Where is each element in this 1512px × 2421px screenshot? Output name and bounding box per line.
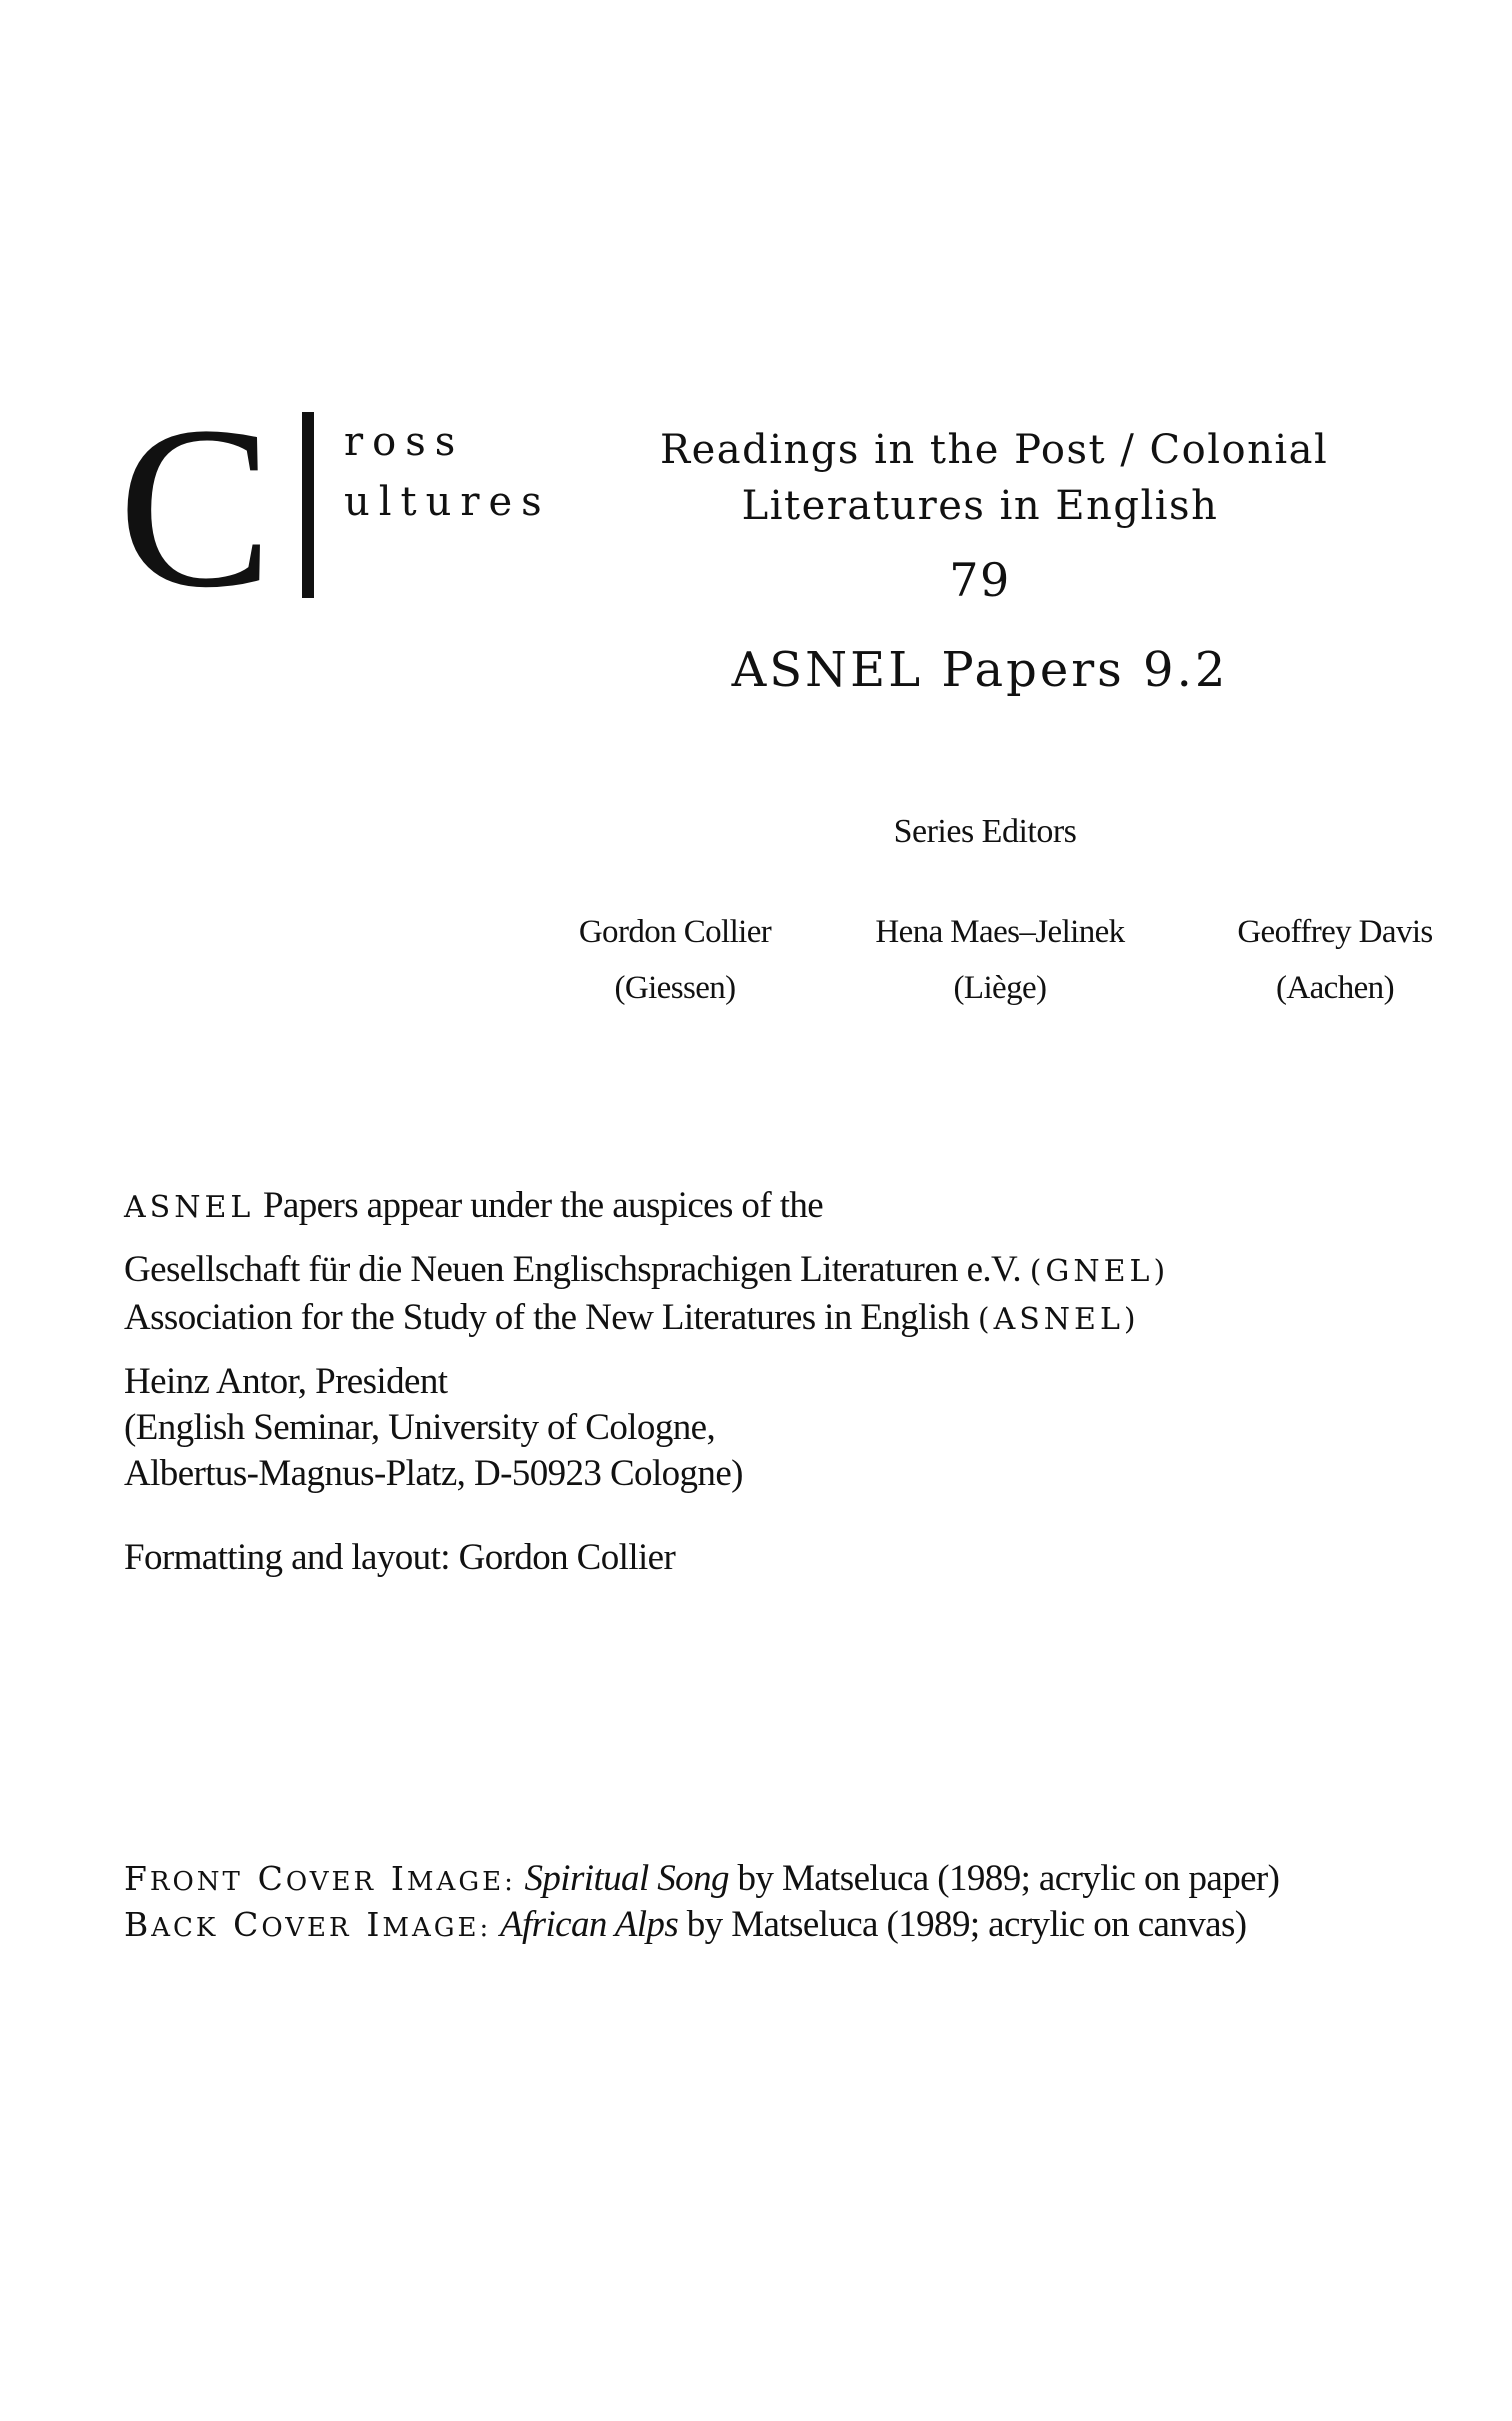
back-cover-details: by Matseluca (1989; acrylic on canvas) bbox=[686, 1904, 1247, 1945]
editor-name: Geoffrey Davis bbox=[1237, 914, 1433, 950]
back-cover-label: BACK COVER IMAGE: bbox=[124, 1905, 492, 1944]
asnel-name: Association for the Study of the New Literatures in English bbox=[124, 1297, 970, 1338]
logo-c-letter: C bbox=[118, 379, 273, 636]
president-line-3: Albertus-Magnus-Platz, D-50923 Cologne) bbox=[124, 1453, 743, 1494]
series-subtitle-line2: Literatures in English bbox=[741, 483, 1219, 529]
asnel-abbr: (ASNEL) bbox=[977, 1302, 1140, 1337]
front-cover-title: Spiritual Song bbox=[524, 1858, 729, 1899]
auspices-line-3 bbox=[124, 1296, 1140, 1342]
volume-number: 79 bbox=[949, 553, 1011, 607]
back-cover-credit bbox=[124, 1902, 1247, 1950]
back-cover-title: African Alps bbox=[499, 1904, 679, 1945]
logo-divider-bar bbox=[302, 412, 314, 598]
papers-title: ASNEL Papers 9.2 bbox=[731, 642, 1229, 698]
auspices-line-2 bbox=[124, 1248, 1169, 1294]
logo-ultures: ultures bbox=[344, 479, 551, 525]
auspices-text: Papers appear under the auspices of the bbox=[262, 1185, 824, 1226]
logo-ross: ross bbox=[344, 419, 465, 465]
gnel-abbr: (GNEL) bbox=[1029, 1254, 1170, 1289]
editor-place: (Giessen) bbox=[614, 970, 736, 1006]
series-subtitle-line1: Readings in the Post / Colonial bbox=[660, 427, 1329, 473]
front-cover-details: by Matseluca (1989; acrylic on paper) bbox=[737, 1858, 1280, 1899]
formatting-credit: Formatting and layout: Gordon Collier bbox=[124, 1537, 676, 1578]
editor-place: (Aachen) bbox=[1276, 970, 1394, 1006]
editor-name: Hena Maes–Jelinek bbox=[875, 914, 1125, 950]
gnel-name: Gesellschaft für die Neuen Englischsprachigen Literaturen e.V. bbox=[124, 1249, 1022, 1290]
asnel-acronym: ASNEL bbox=[124, 1190, 255, 1225]
auspices-line-1 bbox=[124, 1184, 823, 1230]
series-editors-label: Series Editors bbox=[893, 813, 1077, 850]
editor-name: Gordon Collier bbox=[578, 914, 772, 950]
editor-place: (Liège) bbox=[953, 970, 1047, 1006]
front-cover-credit bbox=[124, 1856, 1279, 1904]
front-cover-label: FRONT COVER IMAGE: bbox=[124, 1859, 516, 1898]
president-line-2: (English Seminar, University of Cologne, bbox=[124, 1407, 716, 1448]
president-line-1: Heinz Antor, President bbox=[124, 1361, 448, 1402]
